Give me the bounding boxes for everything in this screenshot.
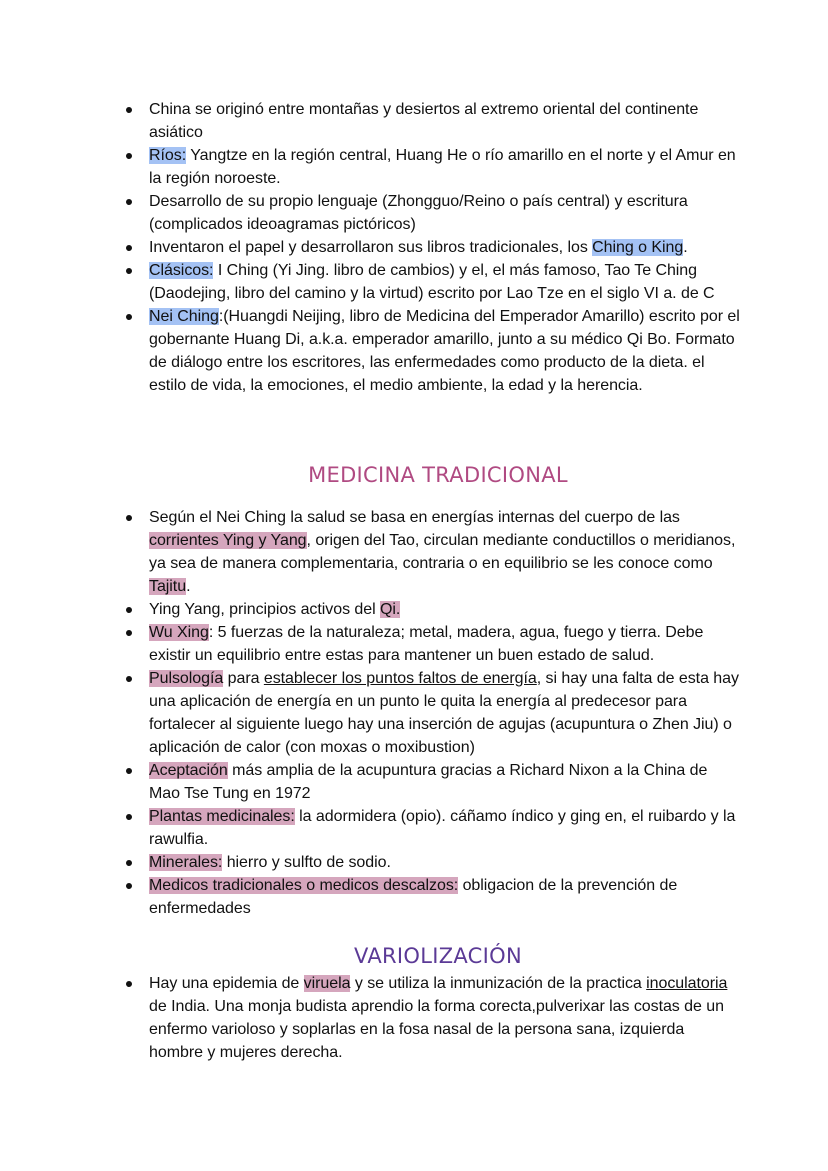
item-text: .: [683, 239, 688, 256]
list-item: [122, 506, 742, 598]
list-item: [122, 98, 742, 144]
list-item: [122, 667, 742, 759]
highlighted-term: Nei Ching: [149, 308, 219, 325]
section-title-medicina-tradicional: MEDICINA TRADICIONAL: [308, 463, 568, 487]
highlighted-term: viruela: [303, 975, 351, 992]
list-item: [122, 759, 742, 805]
item-text: Según el Nei Ching la salud se basa en energías internas del cuerpo de las: [149, 509, 680, 526]
item-text: y se utiliza la inmunización de la practica: [350, 975, 647, 992]
item-text: China se originó entre montañas y desiertos al extremo oriental del continente asiático: [149, 101, 699, 141]
item-text: Desarrollo de su propio lenguaje (Zhongguo/Reino o país central) y escritura (complicados ideoagramas pictóricos): [149, 193, 688, 233]
underlined-text: inoculatoria: [646, 975, 728, 992]
item-text: Inventaron el papel y desarrollaron sus libros tradicionales, los: [149, 239, 593, 256]
list-item: [122, 851, 742, 874]
item-text: I Ching (Yi Jing. libro de cambios) y el, el más famoso, Tao Te Ching (Daodejing, libro del camino y la virtud) escrito por Lao Tze en el siglo VI a. de C: [149, 262, 715, 302]
highlighted-term: Minerales:: [149, 854, 223, 871]
highlighted-term: Pulsología: [149, 670, 224, 687]
highlighted-term: Qi.: [380, 601, 401, 618]
highlighted-term: Wu Xing: [149, 624, 209, 641]
highlighted-term: Medicos tradicionales o medicos descalzos:: [149, 877, 459, 894]
list-item: [122, 259, 742, 305]
list-item: [122, 598, 742, 621]
highlighted-term: Clásicos:: [149, 262, 214, 279]
list-item: [122, 874, 742, 920]
medicina-bullet-list: [122, 506, 742, 920]
highlighted-term: corrientes Ying y Yang: [149, 532, 307, 549]
highlighted-term: Plantas medicinales:: [149, 808, 295, 825]
item-text: : 5 fuerzas de la naturaleza; metal, madera, agua, fuego y tierra. Debe existir un equilibrio entre estas para mantener un buen estado de salud.: [149, 624, 704, 664]
list-item: [122, 305, 742, 397]
item-text: más amplia de la acupuntura gracias a Richard Nixon a la China de Mao Tse Tung en 1972: [149, 762, 708, 802]
item-text: Yangtze en la región central, Huang He o río amarillo en el norte y el Amur en la región noroeste.: [149, 147, 736, 187]
section-title-variolizacion: VARIOLIZACIÓN: [354, 944, 522, 968]
item-text: :(Huangdi Neijing, libro de Medicina del Emperador Amarillo) escrito por el gobernante Huang Di, a.k.a. emperador amarillo, junto a su médico Qi Bo. Formato de diálogo entre los escritores, las enfermedades como producto de la dieta. el estilo de vida, la emociones, el medio ambiente, la edad y la herencia.: [149, 308, 740, 394]
list-item: [122, 190, 742, 236]
variolizacion-bullet-list: [122, 972, 742, 1064]
item-text: , si hay una falta de esta hay una aplicación de energía en un punto le quita la energía al predecesor para fortalecer al siguiente luego hay una inserción de agujas (acupuntura o Zhen Jiu) o aplicación de calor (con moxas o moxibustion): [149, 670, 739, 756]
underlined-text: establecer los puntos faltos de energía: [263, 670, 537, 687]
item-text: .: [186, 578, 191, 595]
item-text: , origen del Tao, circulan mediante conductillos o meridianos, ya sea de manera complementaria, contraria o en equilibrio se les conoce como: [149, 532, 736, 572]
intro-bullet-list: [122, 98, 742, 397]
item-text: hierro y sulfto de sodio.: [222, 854, 391, 871]
item-text: la adormidera (opio). cáñamo índico y ging en, el ruibardo y la rawulfia.: [149, 808, 736, 848]
highlighted-term: Ríos:: [149, 147, 187, 164]
item-text: Hay una epidemia de: [149, 975, 304, 992]
item-text: obligacion de la prevención de enfermedades: [149, 877, 678, 917]
highlighted-term: Tajitu: [149, 578, 187, 595]
list-item: [122, 621, 742, 667]
list-item: [122, 972, 742, 1064]
item-text: de India. Una monja budista aprendio la forma corecta,pulverixar las costas de un enfermo varioloso y soplarlas en la fosa nasal de la persona sana, izquierda hombre y mujeres derecha.: [149, 998, 724, 1061]
list-item: [122, 236, 742, 259]
highlighted-term: Ching o King: [592, 239, 684, 256]
highlighted-term: Aceptación: [149, 762, 228, 779]
list-item: [122, 144, 742, 190]
item-text: para: [223, 670, 264, 687]
list-item: [122, 805, 742, 851]
item-text: Ying Yang, principios activos del: [149, 601, 381, 618]
